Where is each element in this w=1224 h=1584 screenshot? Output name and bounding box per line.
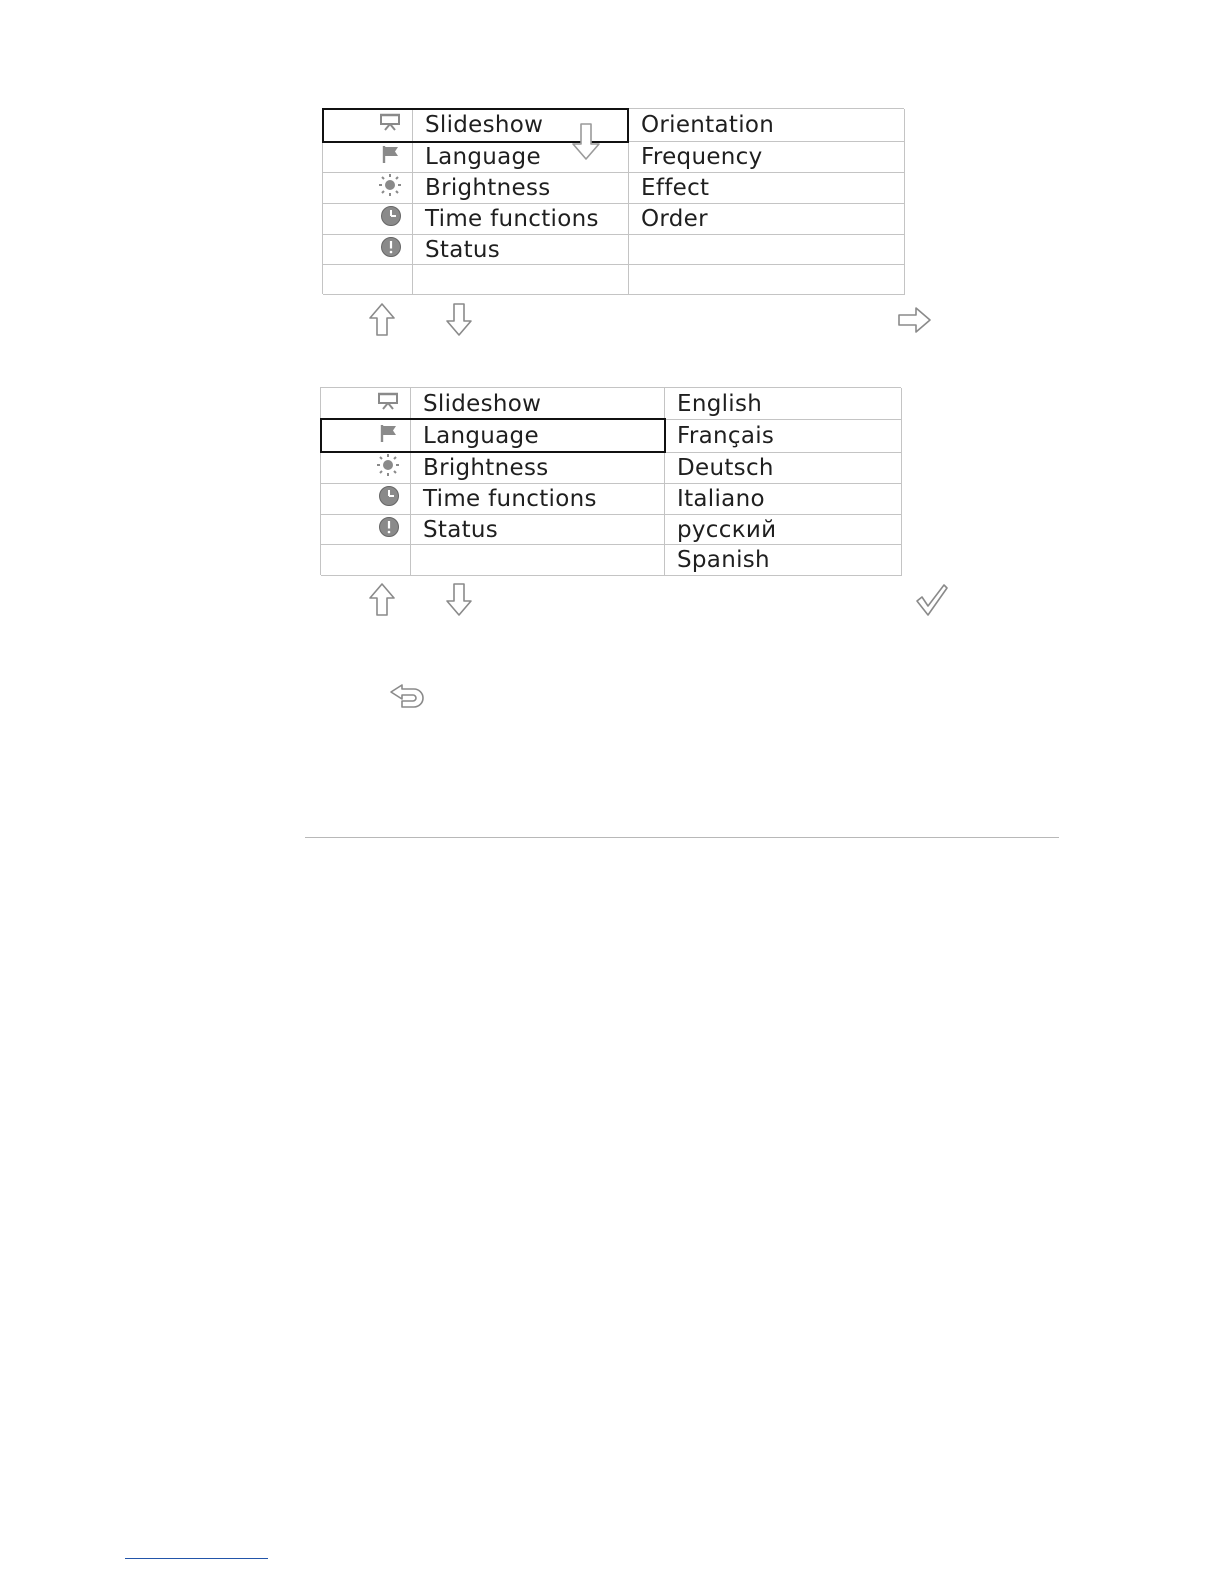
slideshow-icon — [378, 112, 402, 138]
language-option-spanish[interactable]: Spanish — [665, 545, 902, 576]
clock-icon — [380, 205, 402, 233]
language-option-english[interactable]: English — [665, 388, 902, 420]
menu-item-brightness[interactable]: Brightness — [413, 173, 629, 204]
menu-empty-cell — [629, 265, 905, 295]
language-option-francais[interactable]: Français — [665, 420, 902, 453]
footer-link-underline — [125, 1558, 268, 1559]
up-arrow-icon[interactable] — [368, 302, 396, 338]
menu-item-brightness[interactable]: Brightness — [411, 453, 665, 484]
menu-item-time-functions-icon-cell[interactable] — [321, 484, 411, 515]
menu-item-language[interactable]: Language — [411, 420, 665, 453]
section-divider — [305, 837, 1059, 838]
down-arrow-icon[interactable] — [445, 582, 473, 618]
down-arrow-icon — [570, 122, 602, 162]
language-option-russian[interactable]: русский — [665, 515, 902, 545]
menu-empty-cell — [411, 545, 665, 576]
menu-empty-cell — [413, 265, 629, 295]
menu-table-language — [320, 387, 901, 575]
menu-item-status[interactable]: Status — [413, 235, 629, 265]
menu-item-slideshow-icon-cell[interactable] — [323, 109, 413, 142]
menu-item-slideshow-icon-cell[interactable] — [321, 388, 411, 420]
menu-item-time-functions-icon-cell[interactable] — [323, 204, 413, 235]
menu-item-status-icon-cell[interactable] — [321, 515, 411, 545]
info-icon — [378, 516, 400, 544]
menu-item-language[interactable]: Language — [413, 142, 629, 173]
menu-item-status[interactable]: Status — [411, 515, 665, 545]
submenu-item-effect[interactable]: Effect — [629, 173, 905, 204]
submenu-item-frequency[interactable]: Frequency — [629, 142, 905, 173]
menu-item-time-functions[interactable]: Time functions — [411, 484, 665, 515]
menu-item-brightness-icon-cell[interactable] — [323, 173, 413, 204]
submenu-item-empty — [629, 235, 905, 265]
menu-table-slideshow — [322, 108, 904, 294]
clock-icon — [378, 485, 400, 513]
sun-icon — [376, 453, 400, 483]
back-icon[interactable] — [388, 683, 428, 711]
submenu-item-orientation[interactable]: Orientation — [629, 109, 905, 142]
right-arrow-icon[interactable] — [897, 306, 933, 334]
menu-empty-cell — [321, 545, 411, 576]
down-arrow-icon[interactable] — [445, 302, 473, 338]
sun-icon — [378, 173, 402, 203]
up-arrow-icon[interactable] — [368, 582, 396, 618]
menu-item-slideshow[interactable]: Slideshow — [413, 109, 629, 142]
flag-icon — [380, 144, 402, 170]
menu-item-brightness-icon-cell[interactable] — [321, 453, 411, 484]
submenu-item-order[interactable]: Order — [629, 204, 905, 235]
checkmark-icon[interactable] — [914, 582, 950, 618]
slideshow-icon — [376, 391, 400, 417]
menu-item-time-functions[interactable]: Time functions — [413, 204, 629, 235]
menu-item-slideshow[interactable]: Slideshow — [411, 388, 665, 420]
flag-icon — [378, 423, 400, 449]
menu-empty-cell — [323, 265, 413, 295]
menu-item-language-icon-cell[interactable] — [323, 142, 413, 173]
menu-item-language-icon-cell[interactable] — [321, 420, 411, 453]
menu-item-status-icon-cell[interactable] — [323, 235, 413, 265]
language-option-deutsch[interactable]: Deutsch — [665, 453, 902, 484]
language-option-italiano[interactable]: Italiano — [665, 484, 902, 515]
info-icon — [380, 236, 402, 264]
